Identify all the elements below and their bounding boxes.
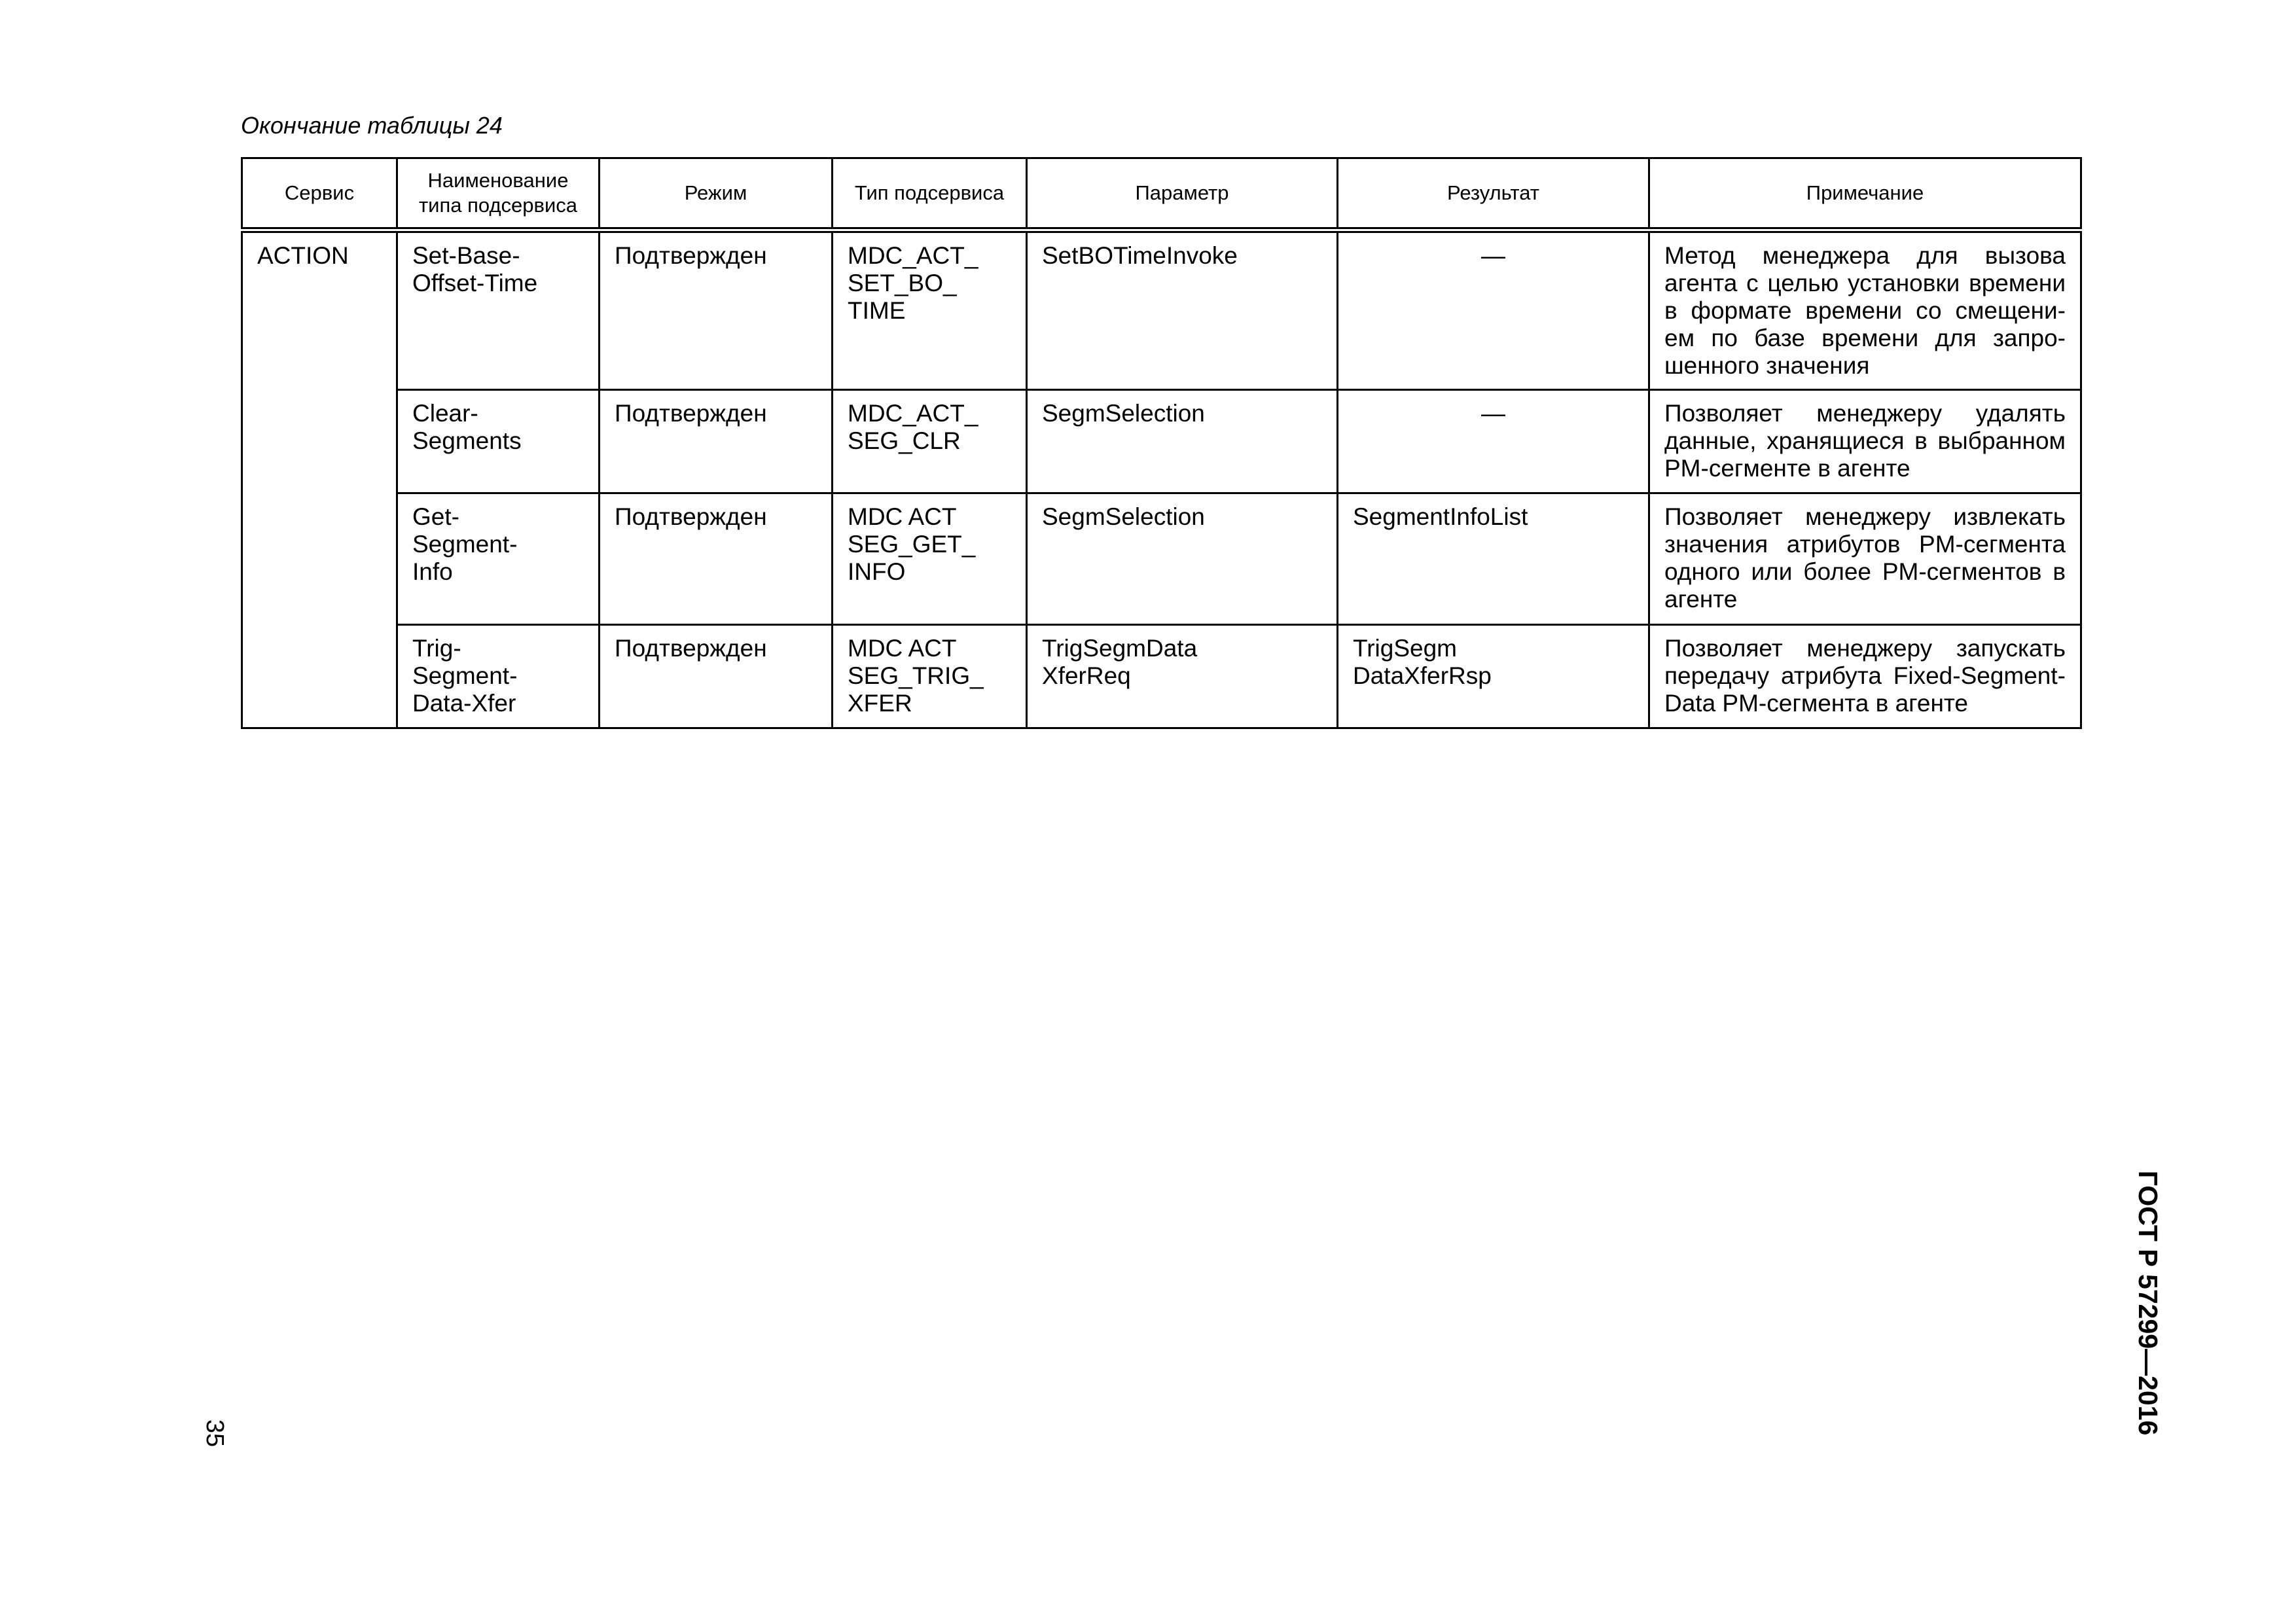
- header-service: Сервис: [242, 158, 397, 230]
- note-cell: Позволяет менеджеру запускать передачу атрибута Fixed-Segment-Data PM-сегмента в агенте: [1649, 625, 2081, 728]
- table-row: [242, 230, 2081, 390]
- table-header-row: [242, 158, 2081, 230]
- header-result: Результат: [1338, 158, 1649, 230]
- mode-cell: Подтвержден: [600, 493, 833, 625]
- result-cell: TrigSegm DataXferRsp: [1338, 625, 1649, 728]
- table-row: [242, 625, 2081, 728]
- subservice-cell: Clear- Segments: [397, 390, 600, 493]
- service-table: [241, 157, 2082, 729]
- parameter-cell: SetBOTimeInvoke: [1027, 230, 1338, 390]
- table-row: [242, 390, 2081, 493]
- parameter-cell: SegmSelection: [1027, 493, 1338, 625]
- type-cell: MDC_ACT_ SEG_CLR: [833, 390, 1027, 493]
- parameter-cell: SegmSelection: [1027, 390, 1338, 493]
- mode-cell: Подтвержден: [600, 230, 833, 390]
- header-mode: Режим: [600, 158, 833, 230]
- subservice-cell: Set-Base- Offset-Time: [397, 230, 600, 390]
- page-number: 35: [201, 1419, 228, 1448]
- header-parameter: Параметр: [1027, 158, 1338, 230]
- result-cell: —: [1338, 390, 1649, 493]
- subservice-cell: Trig- Segment- Data-Xfer: [397, 625, 600, 728]
- type-cell: MDC ACT SEG_GET_ INFO: [833, 493, 1027, 625]
- mode-cell: Подтвержден: [600, 390, 833, 493]
- type-cell: MDC_ACT_ SET_BO_ TIME: [833, 230, 1027, 390]
- header-note: Примечание: [1649, 158, 2081, 230]
- note-cell: Позволяет менеджеру извлекать значения атрибутов PM-сегмента одного или более PM-сегментов в агенте: [1649, 493, 2081, 625]
- result-cell: SegmentInfoList: [1338, 493, 1649, 625]
- service-cell: ACTION: [242, 230, 397, 728]
- header-subservice-type: Тип подсервиса: [833, 158, 1027, 230]
- table-row: [242, 493, 2081, 625]
- mode-cell: Подтвержден: [600, 625, 833, 728]
- standard-id: ГОСТ Р 57299—2016: [2133, 1170, 2163, 1436]
- table-caption: Окончание таблицы 24: [241, 112, 503, 139]
- parameter-cell: TrigSegmData XferReq: [1027, 625, 1338, 728]
- note-cell: Метод менеджера для вызова агента с целью установки времени в формате времени со смещени-ем по базе времени для запро-шенного значения: [1649, 230, 2081, 390]
- type-cell: MDC ACT SEG_TRIG_ XFER: [833, 625, 1027, 728]
- subservice-cell: Get- Segment- Info: [397, 493, 600, 625]
- note-cell: Позволяет менеджеру удалять данные, хранящиеся в выбранном PM-сегменте в агенте: [1649, 390, 2081, 493]
- result-cell: —: [1338, 230, 1649, 390]
- header-subservice-name: Наименование типа подсервиса: [397, 158, 600, 230]
